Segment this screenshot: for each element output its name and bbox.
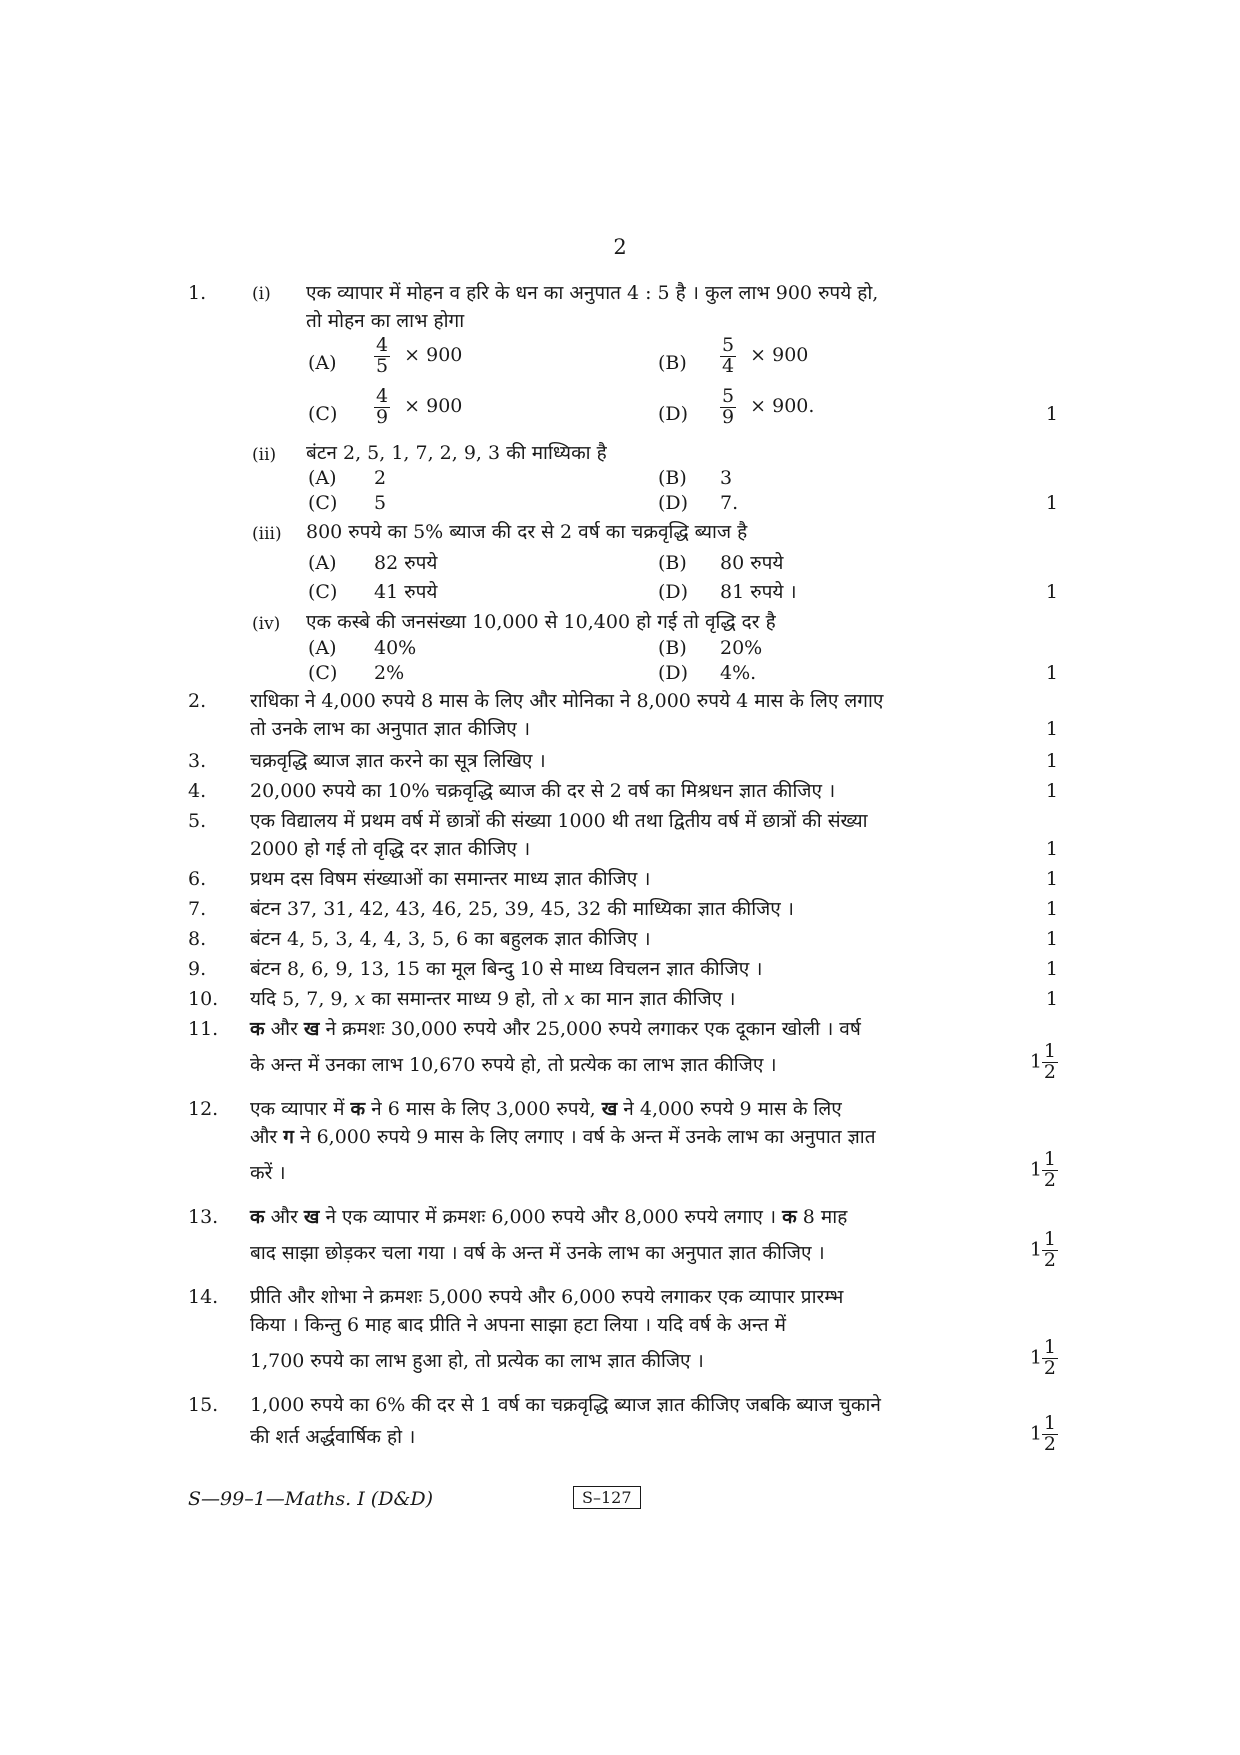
question-number: 13. xyxy=(188,1206,219,1228)
question-text: करें । xyxy=(250,1162,286,1184)
question-text: एक विद्यालय में प्रथम वर्ष में छात्रों की संख्या 1000 थी तथा द्वितीय वर्ष में छात्रों की संख्या xyxy=(250,810,868,832)
fraction xyxy=(1042,1150,1058,1191)
question-3 xyxy=(188,750,1058,778)
fraction xyxy=(1042,1414,1058,1455)
variable-x: x xyxy=(564,988,575,1010)
sub-question-label: (i) xyxy=(252,284,271,304)
question-text: की शर्त अर्द्धवार्षिक हो । xyxy=(250,1426,416,1448)
option-b xyxy=(720,336,808,377)
option-c: 2% xyxy=(374,662,405,684)
question-text: बाद साझा छोड़कर चला गया । वर्ष के अन्त में उनके लाभ का अनुपात ज्ञात कीजिए । xyxy=(250,1242,825,1264)
question-text: प्रीति और शोभा ने क्रमशः 5,000 रुपये और 6,000 रुपये लगाकर एक व्यापार प्रारम्भ xyxy=(250,1286,844,1308)
question-text: 1,700 रुपये का लाभ हुआ हो, तो प्रत्येक का लाभ ज्ञात कीजिए । xyxy=(250,1350,704,1372)
question-text: प्रथम दस विषम संख्याओं का समान्तर माध्य ज्ञात कीजिए । xyxy=(250,868,651,890)
sub-question-text: 800 रुपये का 5% ब्याज की दर से 2 वर्ष का चक्रवृद्धि ब्याज है xyxy=(306,521,748,543)
option-label: (C) xyxy=(308,403,338,425)
marks-whole: 1 xyxy=(1029,1238,1042,1261)
sub-question-text: बंटन 2, 5, 1, 7, 2, 9, 3 की माध्यिका है xyxy=(306,442,607,464)
question-text xyxy=(250,1018,1058,1041)
denominator: 9 xyxy=(722,405,735,428)
numerator: 4 xyxy=(376,334,389,356)
question-text: 2000 हो गई तो वृद्धि दर ज्ञात कीजिए । xyxy=(250,838,531,860)
option-label: (C) xyxy=(308,492,338,514)
option-a xyxy=(374,336,462,377)
option-label: (B) xyxy=(658,467,687,489)
option-label: (D) xyxy=(658,662,689,684)
question-text: तो उनके लाभ का अनुपात ज्ञात कीजिए । xyxy=(250,718,531,740)
question-number: 7. xyxy=(188,898,207,920)
marks: 1 xyxy=(1045,662,1058,684)
question-text: किया । किन्तु 6 माह बाद प्रीति ने अपना साझा हटा लिया । यदि वर्ष के अन्त में xyxy=(250,1314,786,1336)
option-label: (D) xyxy=(658,581,689,603)
numerator: 4 xyxy=(376,385,389,407)
option-b: 80 रुपये xyxy=(720,552,784,574)
question-number: 4. xyxy=(188,780,207,802)
question-text: चक्रवृद्धि ब्याज ज्ञात करने का सूत्र लिखिए । xyxy=(250,750,546,772)
fraction xyxy=(1042,1230,1058,1271)
option-d: 4%. xyxy=(720,662,757,684)
option-label: (B) xyxy=(658,552,687,574)
option-label: (A) xyxy=(308,552,337,574)
marks xyxy=(1030,1414,1058,1455)
marks: 1 xyxy=(1045,868,1058,890)
numerator: 5 xyxy=(722,385,735,407)
question-text: बंटन 37, 31, 42, 43, 46, 25, 39, 45, 32 की माध्यिका ज्ञात कीजिए । xyxy=(250,898,794,920)
question-text: बंटन 4, 5, 3, 4, 4, 3, 5, 6 का बहुलक ज्ञात कीजिए । xyxy=(250,928,651,950)
numerator: 1 xyxy=(1043,1336,1056,1358)
option-c: 41 रुपये xyxy=(374,581,438,603)
question-text: 20,000 रुपये का 10% चक्रवृद्धि ब्याज की दर से 2 वर्ष का मिश्रधन ज्ञात कीजिए । xyxy=(250,780,836,802)
marks-whole: 1 xyxy=(1029,1050,1042,1073)
sub-question-label: (ii) xyxy=(252,445,277,465)
marks: 1 xyxy=(1045,581,1058,603)
question-number: 5. xyxy=(188,810,207,832)
question-text xyxy=(250,988,1058,1011)
marks: 1 xyxy=(1045,928,1058,950)
name-kha: ख xyxy=(303,1206,320,1228)
marks: 1 xyxy=(1045,492,1058,514)
text-segment: ने एक व्यापार में क्रमशः 6,000 रुपये और 8,000 रुपये लगाए । xyxy=(319,1206,783,1228)
variable-x: x xyxy=(354,988,366,1010)
question-number: 10. xyxy=(188,988,219,1010)
option-label: (A) xyxy=(308,637,337,659)
option-b: 3 xyxy=(720,467,733,489)
option-label: (C) xyxy=(308,581,338,603)
sub-question-text: तो मोहन का लाभ होगा xyxy=(306,310,465,332)
option-rest: × 900 xyxy=(404,344,463,367)
fraction xyxy=(1042,1042,1058,1083)
text-segment: और xyxy=(264,1206,304,1228)
marks xyxy=(1030,1042,1058,1083)
denominator: 5 xyxy=(376,354,389,377)
question-text: राधिका ने 4,000 रुपये 8 मास के लिए और मोनिका ने 8,000 रुपये 4 मास के लिए लगाए xyxy=(250,690,884,712)
sub-question-label: (iii) xyxy=(252,524,282,544)
question-5 xyxy=(188,810,1058,870)
option-rest: × 900 xyxy=(750,344,809,367)
question-15 xyxy=(188,1394,1058,1466)
option-a: 82 रुपये xyxy=(374,552,438,574)
denominator: 2 xyxy=(1043,1356,1056,1379)
text-segment: का मान ज्ञात कीजिए । xyxy=(574,988,736,1010)
marks-whole: 1 xyxy=(1029,1346,1042,1369)
fraction xyxy=(1042,1338,1058,1379)
question-7 xyxy=(188,898,1058,926)
option-rest: × 900. xyxy=(750,395,815,418)
denominator: 2 xyxy=(1043,1432,1056,1455)
question-number: 14. xyxy=(188,1286,219,1308)
marks: 1 xyxy=(1045,958,1058,980)
text-segment: ने 6,000 रुपये 9 मास के लिए लगाए । वर्ष के अन्त में उनके लाभ का अनुपात ज्ञात xyxy=(293,1126,876,1148)
question-10 xyxy=(188,988,1058,1016)
marks-whole: 1 xyxy=(1029,1422,1042,1445)
option-d: 7. xyxy=(720,492,739,514)
fraction xyxy=(374,336,390,377)
numerator: 1 xyxy=(1043,1040,1056,1062)
paper-code: S—99–1—Maths. I (D&D) xyxy=(188,1488,434,1510)
option-a: 40% xyxy=(374,637,417,659)
fraction xyxy=(720,336,736,377)
option-a: 2 xyxy=(374,467,387,489)
page-number: 2 xyxy=(613,235,627,259)
question-number: 12. xyxy=(188,1098,219,1120)
marks: 1 xyxy=(1045,750,1058,772)
name-ka: क xyxy=(350,1098,366,1120)
name-ka: क xyxy=(250,1018,265,1040)
option-b: 20% xyxy=(720,637,763,659)
name-ka: क xyxy=(250,1206,265,1228)
name-kha: ख xyxy=(303,1018,320,1040)
question-text: के अन्त में उनका लाभ 10,670 रुपये हो, तो प्रत्येक का लाभ ज्ञात कीजिए । xyxy=(250,1054,777,1076)
denominator: 4 xyxy=(722,354,735,377)
text-segment: और xyxy=(250,1126,284,1148)
option-c: 5 xyxy=(374,492,387,514)
marks: 1 xyxy=(1045,403,1058,425)
marks: 1 xyxy=(1045,718,1058,740)
marks xyxy=(1030,1150,1058,1191)
question-2 xyxy=(188,690,1058,750)
numerator: 1 xyxy=(1043,1412,1056,1434)
text-segment: का समान्तर माध्य 9 हो, तो xyxy=(365,988,565,1010)
text-segment: ने 4,000 रुपये 9 मास के लिए xyxy=(617,1098,842,1120)
question-14 xyxy=(188,1286,1058,1386)
question-text xyxy=(250,1098,1058,1121)
fraction xyxy=(720,387,736,428)
option-d: 81 रुपये । xyxy=(720,581,797,603)
option-label: (C) xyxy=(308,662,338,684)
text-segment: और xyxy=(264,1018,304,1040)
text-segment: 8 माह xyxy=(796,1206,848,1228)
marks xyxy=(1030,1338,1058,1379)
text-segment: ने 6 मास के लिए 3,000 रुपये, xyxy=(365,1098,602,1120)
question-4 xyxy=(188,780,1058,808)
sub-question-label: (iv) xyxy=(252,614,281,634)
marks: 1 xyxy=(1045,898,1058,920)
denominator: 9 xyxy=(376,405,389,428)
option-label: (A) xyxy=(308,352,337,374)
question-1 xyxy=(188,282,1058,682)
sub-question-text: एक कस्बे की जनसंख्या 10,000 से 10,400 हो गई तो वृद्धि दर है xyxy=(306,611,776,633)
marks: 1 xyxy=(1045,838,1058,860)
paper-serial-box: S–127 xyxy=(573,1486,641,1509)
question-text xyxy=(250,1206,1058,1229)
question-text: बंटन 8, 6, 9, 13, 15 का मूल बिन्दु 10 से माध्य विचलन ज्ञात कीजिए । xyxy=(250,958,763,980)
text-segment: ने क्रमशः 30,000 रुपये और 25,000 रुपये लगाकर एक दूकान खोली । वर्ष xyxy=(319,1018,861,1040)
marks: 1 xyxy=(1045,988,1058,1010)
question-number: 8. xyxy=(188,928,207,950)
sub-question-text: एक व्यापार में मोहन व हरि के धन का अनुपात 4 : 5 है । कुल लाभ 900 रुपये हो, xyxy=(306,282,879,304)
name-ka: क xyxy=(782,1206,797,1228)
question-text: 1,000 रुपये का 6% की दर से 1 वर्ष का चक्रवृद्धि ब्याज ज्ञात कीजिए जबकि ब्याज चुकाने xyxy=(250,1394,881,1416)
question-text xyxy=(250,1126,1058,1149)
question-number: 2. xyxy=(188,690,207,712)
question-9 xyxy=(188,958,1058,986)
option-c xyxy=(374,387,462,428)
name-ga: ग xyxy=(283,1126,294,1148)
fraction xyxy=(374,387,390,428)
question-12 xyxy=(188,1098,1058,1198)
marks-whole: 1 xyxy=(1029,1158,1042,1181)
question-number: 3. xyxy=(188,750,207,772)
question-number: 9. xyxy=(188,958,207,980)
denominator: 2 xyxy=(1043,1060,1056,1083)
option-d xyxy=(720,387,814,428)
question-8 xyxy=(188,928,1058,956)
question-number: 15. xyxy=(188,1394,219,1416)
question-11 xyxy=(188,1018,1058,1090)
name-kha: ख xyxy=(601,1098,618,1120)
text-segment: एक व्यापार में xyxy=(250,1098,351,1120)
option-label: (B) xyxy=(658,352,687,374)
question-6 xyxy=(188,868,1058,896)
question-13 xyxy=(188,1206,1058,1278)
question-number: 6. xyxy=(188,868,207,890)
option-label: (D) xyxy=(658,403,689,425)
denominator: 2 xyxy=(1043,1248,1056,1271)
denominator: 2 xyxy=(1043,1168,1056,1191)
question-number: 11. xyxy=(188,1018,219,1040)
option-label: (D) xyxy=(658,492,689,514)
marks: 1 xyxy=(1045,780,1058,802)
option-label: (A) xyxy=(308,467,337,489)
option-label: (B) xyxy=(658,637,687,659)
numerator: 1 xyxy=(1043,1228,1056,1250)
marks xyxy=(1030,1230,1058,1271)
text-segment: यदि 5, 7, 9, xyxy=(250,988,355,1010)
question-number: 1. xyxy=(188,282,207,304)
option-rest: × 900 xyxy=(404,395,463,418)
numerator: 1 xyxy=(1043,1148,1056,1170)
numerator: 5 xyxy=(722,334,735,356)
